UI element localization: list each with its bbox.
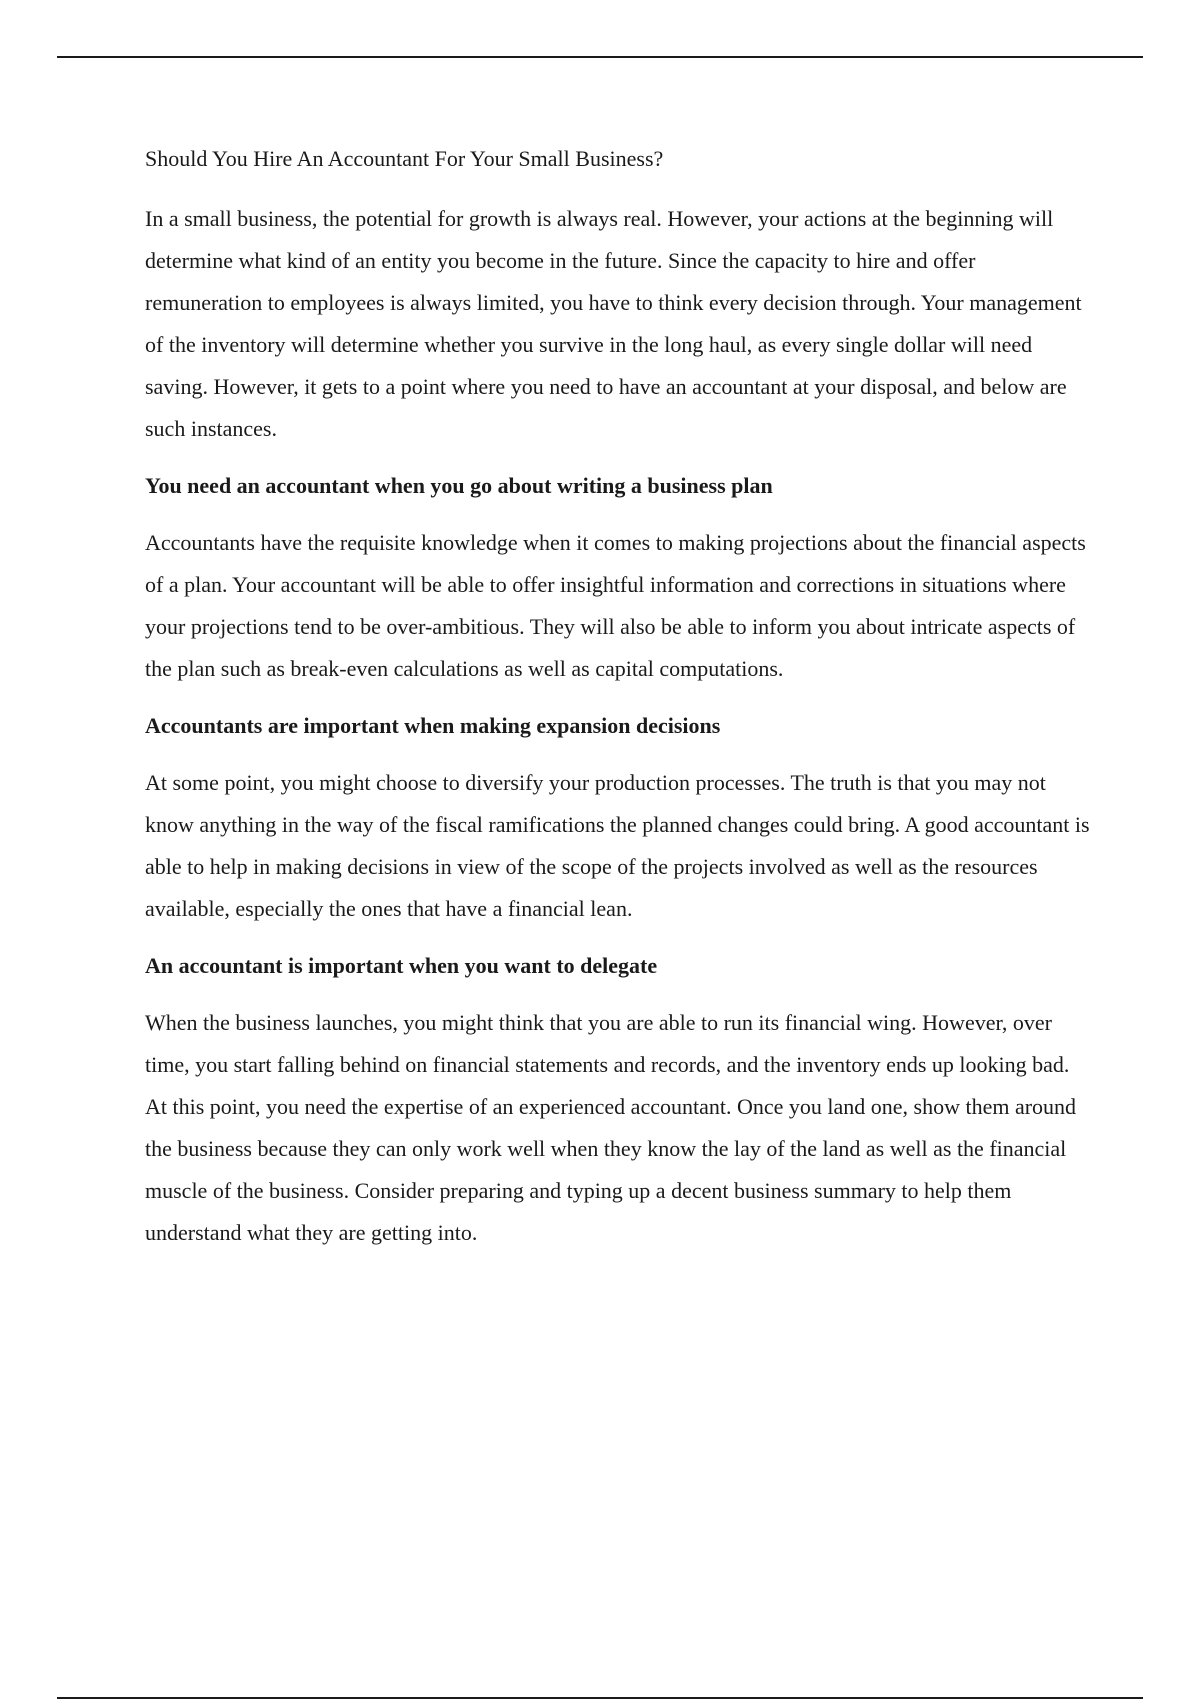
section-body-business-plan: Accountants have the requisite knowledge when it comes to making projections about the financial aspects of a plan. Your accountant will be able to offer insightful information and corrections in situations where your projections tend to be over-ambitious. They will also be able to inform you about intricate aspects of the plan such as break-even calculations as well as capital computations.: [145, 530, 1086, 681]
section-body-delegate: When the business launches, you might think that you are able to run its financial wing. However, over time, you start falling behind on financial statements and records, and the inventory ends up looking bad. At this point, you need the expertise of an experienced accountant. Once you land one, show them around the business because they can only work well when they know the lay of the land as well as the financial muscle of the business. Consider preparing and typing up a decent business summary to help them understand what they are getting into.: [145, 1010, 1077, 1245]
section-heading-delegate: An accountant is important when you want to delegate: [145, 953, 658, 978]
intro-paragraph: In a small business, the potential for growth is always real. However, your actions at the beginning will determine what kind of an entity you become in the future. Since the capacity to hire and offer remuneration to employees is always limited, you have to think every decision through. Your management of the inventory will determine whether you survive in the long haul, as every single dollar will need saving. However, it gets to a point where you need to have an accountant at your disposal, and below are such instances.: [145, 206, 1082, 441]
document-title: Should You Hire An Accountant For Your Small Business?: [145, 146, 664, 171]
document-body: [145, 140, 1090, 1270]
section-heading-business-plan: You need an accountant when you go about writing a business plan: [145, 473, 773, 498]
footer-rule: [57, 1697, 1143, 1699]
header-rule: [57, 56, 1143, 58]
section-heading-expansion: Accountants are important when making expansion decisions: [145, 713, 721, 738]
section-body-expansion: At some point, you might choose to diversify your production processes. The truth is that you may not know anything in the way of the fiscal ramifications the planned changes could bring. A good accountant is able to help in making decisions in view of the scope of the projects involved as well as the resources available, especially the ones that have a financial lean.: [145, 770, 1090, 921]
